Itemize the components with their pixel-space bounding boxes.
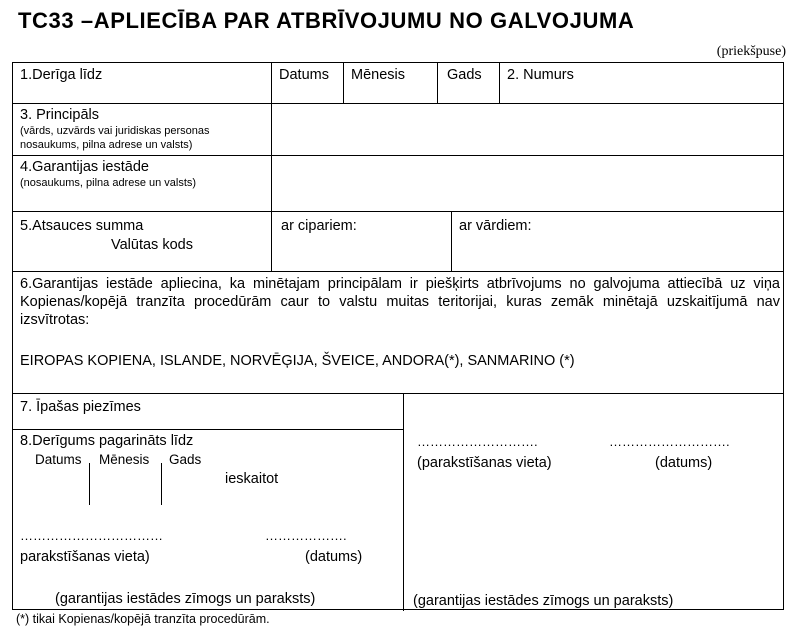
left-place-dots: …………………………… [20, 528, 163, 543]
extension-day-label: Datums [35, 452, 82, 467]
col-divider [343, 63, 344, 103]
extension-year-label: Gads [169, 452, 202, 467]
principal-label: 3. Principāls [20, 107, 99, 123]
number-label: 2. Numurs [507, 67, 574, 83]
col-divider [451, 211, 452, 271]
special-remarks-label: 7. Īpašas piezīmes [20, 399, 141, 415]
date-separator [161, 463, 162, 505]
form-table [12, 62, 784, 610]
col-divider [437, 63, 438, 103]
declaration-text: 6.Garantijas iestāde apliecina, ka minētajam principālam ir piešķirts atbrīvojums no galvojuma attiecībā uz viņa Kopienas/kopējā tranzīta procedūrām caur to valstu muitas teritorijai, kuras zemāk minētajā uzskaitījumā nav izsvītrotas: [20, 276, 780, 328]
row-divider [13, 429, 403, 430]
row-divider [13, 271, 783, 272]
row-divider [13, 155, 783, 156]
day-label: Datums [279, 67, 329, 83]
left-stamp-label: (garantijas iestādes zīmogs un paraksts) [55, 591, 316, 607]
year-label: Gads [447, 67, 482, 83]
footnote: (*) tikai Kopienas/kopējā tranzīta procedūrām. [16, 612, 270, 626]
inclusive-label: ieskaitot [225, 471, 279, 487]
valid-until-label: 1.Derīga līdz [20, 67, 103, 83]
side-note: (priekšpuse) [716, 44, 786, 59]
col-divider [499, 63, 500, 103]
row-divider [13, 103, 783, 104]
extension-month-label: Mēnesis [99, 452, 150, 467]
right-stamp-label: (garantijas iestādes zīmogs un paraksts) [413, 593, 674, 609]
validity-extended-label: 8.Derīgums pagarināts līdz [20, 433, 194, 449]
left-place-label: parakstīšanas vieta) [20, 549, 150, 565]
row-divider [13, 211, 783, 212]
right-place-dots: ………………………. [417, 434, 538, 449]
col-divider [403, 393, 404, 611]
row-divider [13, 393, 783, 394]
left-date-label: (datums) [305, 549, 363, 565]
in-figures-label: ar cipariem: [281, 218, 357, 234]
right-date-label: (datums) [655, 455, 713, 471]
col-divider [271, 211, 272, 271]
col-divider [271, 63, 272, 211]
currency-code-label: Valūtas kods [111, 237, 193, 253]
guarantee-office-label: 4.Garantijas iestāde [20, 159, 149, 175]
guarantee-office-sub: (nosaukums, pilna adrese un valsts) [20, 177, 197, 189]
in-words-label: ar vārdiem: [459, 218, 532, 234]
month-label: Mēnesis [351, 67, 405, 83]
principal-sub-1: (vārds, uzvārds vai juridiskas personas [20, 125, 210, 137]
document-title: TC33 –APLIECĪBA PAR ATBRĪVOJUMU NO GALVOJUMA [18, 8, 635, 33]
principal-sub-2: nosaukums, pilna adrese un valsts) [20, 139, 193, 151]
countries-list: EIROPAS KOPIENA, ISLANDE, NORVĒĢIJA, ŠVEICE, ANDORA(*), SANMARINO (*) [20, 353, 575, 369]
reference-amount-label: 5.Atsauces summa [20, 218, 144, 234]
right-place-label: (parakstīšanas vieta) [417, 455, 552, 471]
date-separator [89, 463, 90, 505]
right-date-dots: ………………………. [609, 434, 730, 449]
left-date-dots: ………………. [265, 528, 347, 543]
